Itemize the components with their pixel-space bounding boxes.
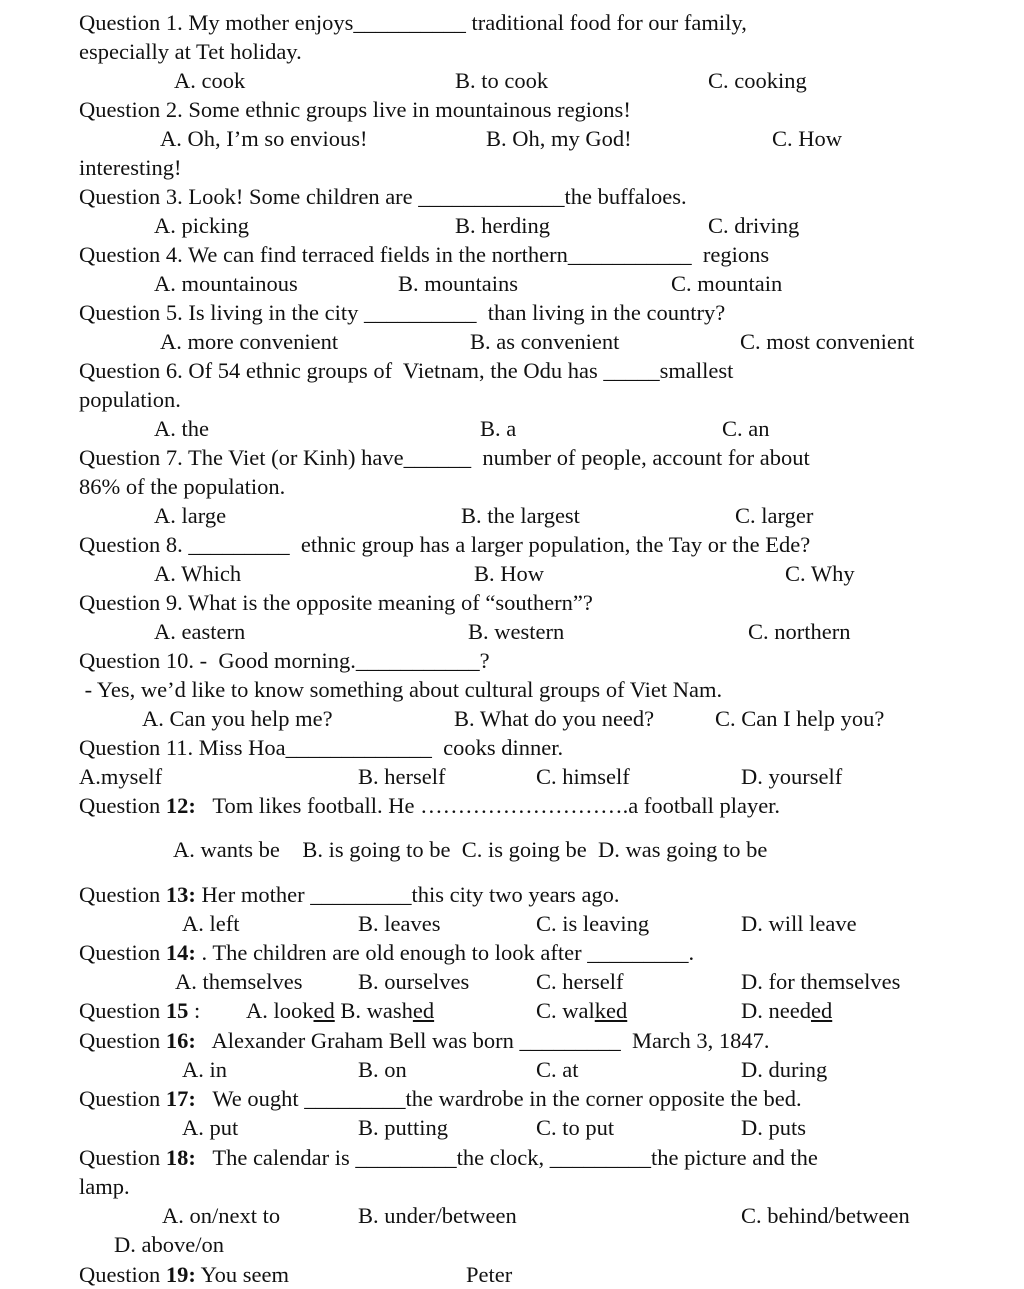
q8-option-a: A. Which [154,561,242,586]
q18-option-b: B. under/between [358,1203,517,1228]
question-19-stem-cont: Peter [466,1262,513,1287]
question-7-stem-cont: 86% of the population. [79,474,286,499]
q5-option-a: A. more convenient [160,329,339,354]
q10-option-c: C. Can I help you? [715,706,885,731]
question-14-stem: Question 14: . The children are old enough to look after _________. [79,940,695,965]
q1-option-a: A. cook [174,68,246,93]
question-8-stem: Question 8. _________ ethnic group has a larger population, the Tay or the Ede? [79,532,811,557]
q15-option-c: C. walked [536,998,628,1023]
q14-option-d: D. for themselves [741,969,901,994]
q9-option-a: A. eastern [154,619,246,644]
q14-option-b: B. ourselves [358,969,470,994]
question-11-stem: Question 11. Miss Hoa_____________ cooks dinner. [79,735,564,760]
q5-option-b: B. as convenient [470,329,620,354]
q3-option-c: C. driving [708,213,800,238]
q2-option-c-cont: interesting! [79,155,182,180]
q16-option-a: A. in [182,1057,227,1082]
q16-option-b: B. on [358,1057,407,1082]
q1-option-c: C. cooking [708,68,807,93]
q11-option-d: D. yourself [741,764,843,789]
q6-option-b: B. a [480,416,517,441]
question-18-stem-cont: lamp. [79,1174,130,1199]
q4-option-b: B. mountains [398,271,519,296]
q4-option-c: C. mountain [671,271,783,296]
q18-option-d: D. above/on [114,1232,224,1257]
q15-option-a-b: A. looked B. washed [246,998,435,1023]
question-1-stem-cont: especially at Tet holiday. [79,39,302,64]
q14-option-a: A. themselves [175,969,303,994]
question-6-stem: Question 6. Of 54 ethnic groups of Vietnam, the Odu has _____smallest [79,358,734,383]
q3-option-a: A. picking [154,213,249,238]
q17-option-b: B. putting [358,1115,449,1140]
question-4-stem: Question 4. We can find terraced fields in the northern___________ regions [79,242,770,267]
q17-option-a: A. put [182,1115,239,1140]
q13-option-c: C. is leaving [536,911,650,936]
q7-option-a: A. large [154,503,227,528]
q16-option-d: D. during [741,1057,828,1082]
question-17-stem: Question 17: We ought _________the wardrobe in the corner opposite the bed. [79,1086,802,1111]
q1-option-b: B. to cook [455,68,549,93]
q11-option-c: C. himself [536,764,630,789]
q7-option-c: C. larger [735,503,814,528]
question-3-stem: Question 3. Look! Some children are _____________the buffaloes. [79,184,687,209]
q11-option-b: B. herself [358,764,446,789]
q5-option-c: C. most convenient [740,329,915,354]
q3-option-b: B. herding [455,213,550,238]
q13-option-d: D. will leave [741,911,857,936]
question-9-stem: Question 9. What is the opposite meaning of “southern”? [79,590,593,615]
q15-option-d: D. needed [741,998,833,1023]
question-6-stem-cont: population. [79,387,181,412]
q2-option-c: C. How [772,126,843,151]
q2-option-b: B. Oh, my God! [486,126,632,151]
q10-option-a: A. Can you help me? [142,706,333,731]
q13-option-b: B. leaves [358,911,441,936]
q13-option-a: A. left [182,911,240,936]
question-19-stem: Question 19: You seem [79,1262,295,1287]
question-12-stem: Question 12: Tom likes football. He ……………………….a football player. [79,793,781,818]
q6-option-a: A. the [154,416,209,441]
question-1-stem: Question 1. My mother enjoys__________ traditional food for our family, [79,10,747,35]
question-16-stem: Question 16: Alexander Graham Bell was born _________ March 3, 1847. [79,1028,770,1053]
q12-options: A. wants be B. is going to be C. is going be D. was going to be [173,837,768,862]
q18-option-c: C. behind/between [741,1203,910,1228]
q10-option-b: B. What do you need? [454,706,655,731]
q18-option-a: A. on/next to [162,1203,281,1228]
question-2-stem: Question 2. Some ethnic groups live in mountainous regions! [79,97,631,122]
question-10-stem: Question 10. - Good morning.___________? [79,648,490,673]
q11-option-a: A.myself [79,764,163,789]
q6-option-c: C. an [722,416,770,441]
q17-option-d: D. puts [741,1115,807,1140]
q17-option-c: C. to put [536,1115,615,1140]
q8-option-c: C. Why [785,561,855,586]
question-13-stem: Question 13: Her mother _________this city two years ago. [79,882,620,907]
question-10-reply: - Yes, we’d like to know something about cultural groups of Viet Nam. [79,677,723,702]
question-5-stem: Question 5. Is living in the city __________ than living in the country? [79,300,726,325]
q7-option-b: B. the largest [461,503,580,528]
q8-option-b: B. How [474,561,545,586]
q16-option-c: C. at [536,1057,579,1082]
question-7-stem: Question 7. The Viet (or Kinh) have______ number of people, account for about [79,445,810,470]
q14-option-c: C. herself [536,969,624,994]
question-18-stem: Question 18: The calendar is _________the clock, _________the picture and the [79,1145,818,1170]
q9-option-c: C. northern [748,619,851,644]
q4-option-a: A. mountainous [154,271,298,296]
question-15-stem: Question 15 : [79,998,218,1023]
q2-option-a: A. Oh, I’m so envious! [160,126,368,151]
q9-option-b: B. western [468,619,565,644]
